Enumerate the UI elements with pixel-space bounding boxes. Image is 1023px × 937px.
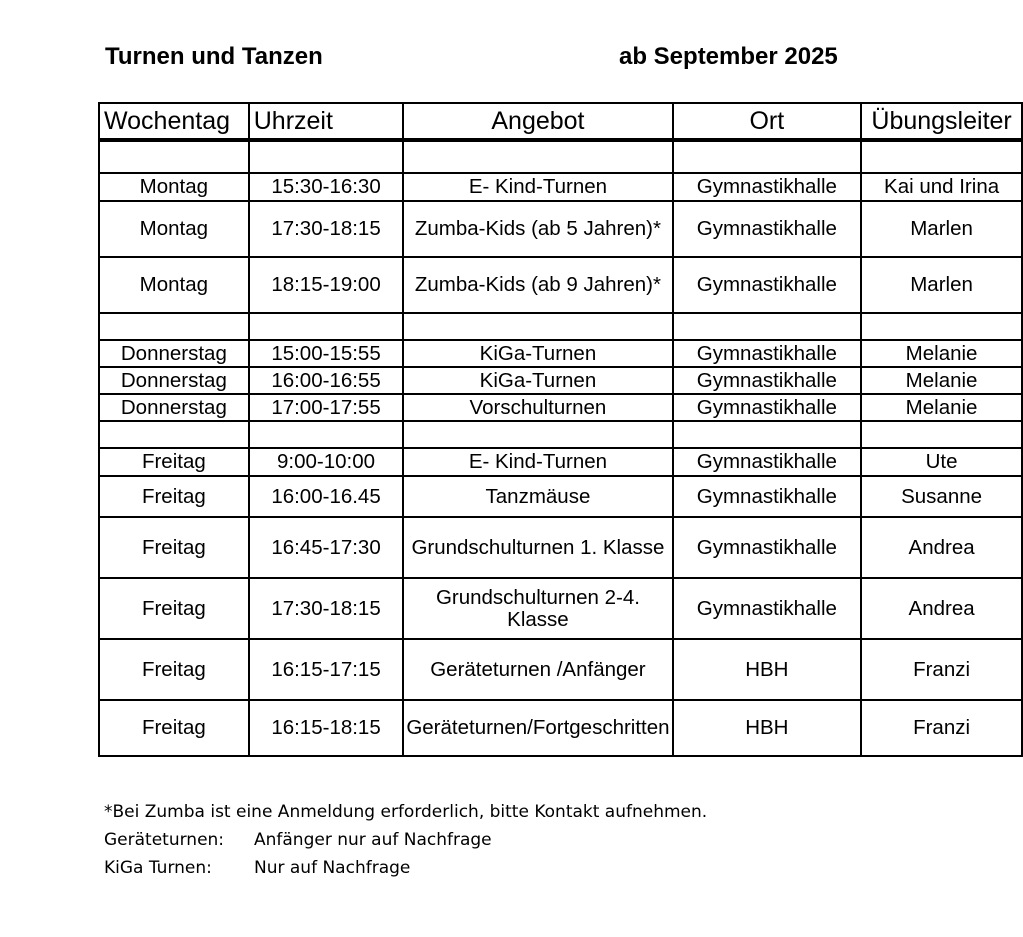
cell-day: Donnerstag (99, 394, 249, 421)
cell-day: Freitag (99, 700, 249, 756)
cell-place: Gymnastikhalle (673, 201, 862, 257)
cell-offer (403, 421, 672, 448)
cell-time: 16:00-16:55 (249, 367, 404, 394)
cell-trainer: Andrea (861, 578, 1022, 639)
cell-offer: Geräteturnen /Anfänger (403, 639, 672, 700)
table-row (99, 476, 1022, 517)
cell-offer (403, 140, 672, 173)
footnotes (104, 798, 707, 882)
cell-offer: Grundschulturnen 1. Klasse (403, 517, 672, 578)
cell-trainer: Kai und Irina (861, 173, 1022, 201)
cell-trainer: Melanie (861, 394, 1022, 421)
cell-offer: E- Kind-Turnen (403, 173, 672, 201)
cell-place (673, 421, 862, 448)
column-header-uebungsleiter: Übungsleiter (861, 103, 1022, 140)
cell-day (99, 421, 249, 448)
table-row (99, 394, 1022, 421)
cell-day: Montag (99, 201, 249, 257)
cell-trainer: Ute (861, 448, 1022, 476)
cell-trainer: Melanie (861, 367, 1022, 394)
schedule-table (98, 102, 1023, 757)
cell-time: 16:00-16.45 (249, 476, 404, 517)
cell-trainer: Marlen (861, 201, 1022, 257)
footnote-label: KiGa Turnen: (104, 858, 212, 878)
cell-offer: KiGa-Turnen (403, 340, 672, 367)
cell-offer: Geräteturnen/Fortgeschritten (403, 700, 672, 756)
cell-offer: Tanzmäuse (403, 476, 672, 517)
cell-day: Donnerstag (99, 340, 249, 367)
table-row (99, 201, 1022, 257)
cell-place: Gymnastikhalle (673, 257, 862, 313)
cell-day: Freitag (99, 448, 249, 476)
cell-place: Gymnastikhalle (673, 476, 862, 517)
page-title: Turnen und Tanzen (105, 43, 323, 70)
cell-place: Gymnastikhalle (673, 367, 862, 394)
cell-trainer: Franzi (861, 639, 1022, 700)
cell-time: 9:00-10:00 (249, 448, 404, 476)
spacer-row (99, 313, 1022, 340)
cell-offer: KiGa-Turnen (403, 367, 672, 394)
cell-offer: Vorschulturnen (403, 394, 672, 421)
cell-day (99, 140, 249, 173)
cell-place (673, 140, 862, 173)
footnote-text: Nur auf Nachfrage (254, 858, 411, 878)
cell-place: Gymnastikhalle (673, 340, 862, 367)
cell-place: HBH (673, 700, 862, 756)
cell-place: HBH (673, 639, 862, 700)
schedule-body (99, 140, 1022, 756)
cell-time (249, 140, 404, 173)
cell-time (249, 421, 404, 448)
cell-time (249, 313, 404, 340)
cell-time: 15:00-15:55 (249, 340, 404, 367)
cell-offer (403, 313, 672, 340)
footnote-text: Anfänger nur auf Nachfrage (254, 830, 492, 850)
spacer-row (99, 140, 1022, 173)
cell-trainer: Melanie (861, 340, 1022, 367)
table-row (99, 257, 1022, 313)
cell-time: 16:15-18:15 (249, 700, 404, 756)
cell-trainer: Andrea (861, 517, 1022, 578)
table-row (99, 700, 1022, 756)
cell-place: Gymnastikhalle (673, 173, 862, 201)
spacer-row (99, 421, 1022, 448)
cell-trainer (861, 421, 1022, 448)
cell-trainer: Franzi (861, 700, 1022, 756)
cell-time: 17:30-18:15 (249, 201, 404, 257)
table-row (99, 448, 1022, 476)
cell-time: 17:00-17:55 (249, 394, 404, 421)
column-header-uhrzeit: Uhrzeit (249, 103, 404, 140)
cell-offer: Grundschulturnen 2-4. Klasse (403, 578, 672, 639)
footnote-kiga (104, 854, 707, 882)
column-header-wochentag: Wochentag (99, 103, 249, 140)
cell-time: 16:45-17:30 (249, 517, 404, 578)
table-row (99, 367, 1022, 394)
column-header-ort: Ort (673, 103, 862, 140)
cell-time: 18:15-19:00 (249, 257, 404, 313)
cell-place: Gymnastikhalle (673, 517, 862, 578)
cell-trainer: Susanne (861, 476, 1022, 517)
cell-time: 15:30-16:30 (249, 173, 404, 201)
cell-day: Freitag (99, 578, 249, 639)
cell-place: Gymnastikhalle (673, 448, 862, 476)
cell-time: 16:15-17:15 (249, 639, 404, 700)
cell-day: Freitag (99, 476, 249, 517)
table-row (99, 340, 1022, 367)
cell-day: Montag (99, 173, 249, 201)
table-row (99, 517, 1022, 578)
footnote-label: Geräteturnen: (104, 830, 225, 850)
cell-place (673, 313, 862, 340)
cell-day (99, 313, 249, 340)
cell-offer: E- Kind-Turnen (403, 448, 672, 476)
cell-trainer: Marlen (861, 257, 1022, 313)
table-header-row (99, 103, 1022, 140)
footnote-geraeteturnen (104, 826, 707, 854)
cell-offer: Zumba-Kids (ab 5 Jahren)* (403, 201, 672, 257)
table-row (99, 639, 1022, 700)
table-row (99, 578, 1022, 639)
cell-trainer (861, 140, 1022, 173)
table-row (99, 173, 1022, 201)
cell-day: Donnerstag (99, 367, 249, 394)
cell-day: Freitag (99, 517, 249, 578)
cell-place: Gymnastikhalle (673, 394, 862, 421)
cell-trainer (861, 313, 1022, 340)
column-header-angebot: Angebot (403, 103, 672, 140)
footnote-zumba: *Bei Zumba ist eine Anmeldung erforderlich, bitte Kontakt aufnehmen. (104, 802, 708, 822)
cell-day: Montag (99, 257, 249, 313)
cell-time: 17:30-18:15 (249, 578, 404, 639)
cell-offer: Zumba-Kids (ab 9 Jahren)* (403, 257, 672, 313)
cell-place: Gymnastikhalle (673, 578, 862, 639)
cell-day: Freitag (99, 639, 249, 700)
page-subtitle: ab September 2025 (619, 43, 838, 70)
